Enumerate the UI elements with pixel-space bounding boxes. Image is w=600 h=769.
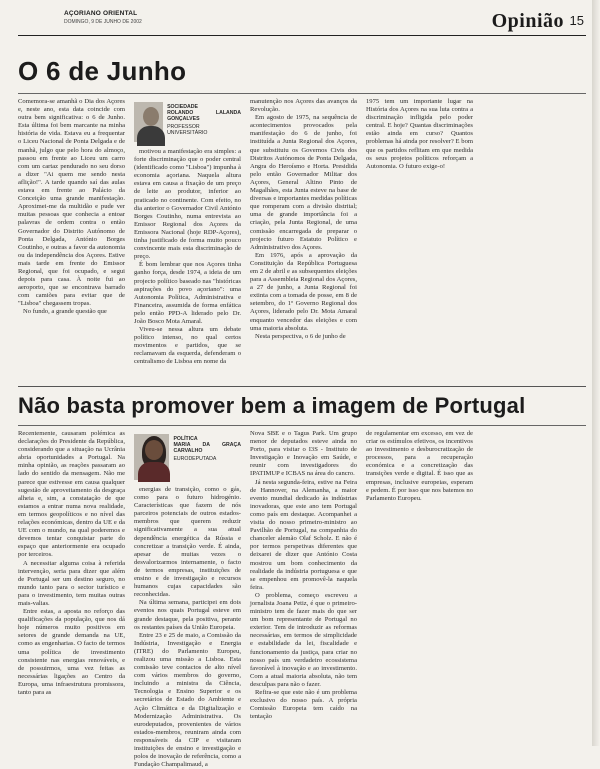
author-section: SOCIEDADE [167, 104, 198, 110]
article-column-1 [18, 430, 125, 760]
article-column-3 [250, 430, 357, 760]
author-name: MARIA DA GRAÇA CARVALHO [173, 442, 241, 455]
divider [18, 425, 586, 426]
article-column-3 [250, 98, 357, 376]
paragraph: Em 1976, após a aprovação da Constituição da República Portuguesa em 2 de abril e as subsequentes eleições para a Assembleia Regional dos Açores, a 27 de junho, a Junta Regional foi extinta com a tomada de posse, em 8 de setembro, do 1º Governo Regional dos Açores, liderado pelo Dr. Mota Amaral enquanto vencedor das eleições e com uma maioria absoluta. [250, 251, 357, 332]
paragraph: Entre 23 e 25 de maio, a Comissão da Indústria, Investigação e Energia (ITRE) do Parlamento Europeu, realizou uma missão a Lisboa. Esta comissão teve contactos de alto nível com vários membros do governo, incluindo a ministra da Ciência, Tecnologia e Ensino Superior e os secretários de Estado do Ambiente e Ação Climática e da Digitalização e Modernização Administrativa. Os eurodeputados, provenientes de vários estados-membros, reuniram ainda com responsáveis da CIP e visitaram instituições de ensino e investigação e polos de inovação de referência, como a Fundação Champalimaud, a [134, 631, 241, 769]
author-byline [134, 434, 241, 480]
paragraph: Recentemente, causaram polémica as declarações do Presidente da República, considerando que a situação na Ucrânia abria oportunidades a Portugal. Na minha opinião, as reações passaram ao lado do sentido da mensagem. Não me parece que estivesse em causa qualquer sugestão de aproveitamento da desgraça alheia e, sim, a constatação de que estamos a entrar numa nova realidade, em termos geopolíticos e no nível das relações económicas, dentro da UE e da UE com o mundo, na qual poderemos e devemos tentar conquistar parte do espaço que anteriormente era ocupado por terceiros. [18, 430, 125, 559]
page-header [18, 8, 586, 36]
page-number: 15 [569, 13, 584, 28]
article-title: O 6 de Junho [18, 56, 187, 86]
paragraph: Nova SBE e o Tagus Park. Um grupo menor de deputados esteve ainda no Porto, para visitar o I3S - Instituto de Investigação e Inovação em Saúde, e reunir com investigadores do IPATIMUP e ICBAS na área do cancro. [250, 430, 357, 478]
newspaper-name: AÇORIANO ORIENTAL [64, 10, 138, 17]
paragraph: No fundo, a grande questão que [23, 308, 107, 316]
paragraph: Nesta perspectiva, o 6 de junho de [255, 332, 346, 340]
paragraph: motivou a manifestação era simples: a forte discriminação que o poder central (identificado como "Lisboa") impunha à economia açoriana. Naquela altura estava em causa a fixação de um preço de leite ao produtor, inferior ao praticado no continente. Com efeito, no dia anterior o Governador Civil António Borges Coutinho, numa entrevista ao Emissor Regional dos Açores da Emissora Nacional (hoje RDP-Açores), tinha justificado de forma muito pouco convincente mais esta discriminação de preço. [134, 148, 241, 261]
paragraph: A necessitar alguma coisa à referida intervenção, seria para dizer que além de Portugal ser um destino seguro, no mundo tanto para o sector turístico e para o investimento, tem muitas outras mais-valias. [18, 559, 125, 607]
article-6-de-junho [18, 56, 586, 376]
author-role: EURODEPUTADA [173, 455, 217, 462]
paragraph: Entre estas, a aposta no reforço das qualificações da população, que nos dá hoje números muito positivos em setores de grande demanda na UE, como as engenharias. O facto de termos uma política de investimento consistente nas energias renováveis, e de possuirmos, uma vez feitas as necessárias ligações ao Centro da Europa, uma infraestrutura promissora, tanto para as [18, 608, 125, 696]
author-byline [134, 102, 241, 142]
author-info [167, 102, 241, 142]
article-columns [18, 98, 586, 376]
paragraph: Já nesta segunda-feira, estive na Feira de Hannover, na Alemanha, a maior evento mundial dedicado às indústrias inovadoras, que este ano tem Portugal como país em destaque. Acompanhei a visita do nosso primeiro-ministro ao Pavilhão de Portugal, na companhia do chanceler alemão Olaf Scholz. E não é por termos perspetivas diferentes que deixarei de dizer que António Costa mostrou um bom conhecimento da realidade da indústria portuguesa e que se empenhou em promovê-la naquela feira. [250, 478, 357, 591]
paragraph: manutenção nos Açores das avanços da Revolução. [250, 98, 357, 114]
author-info [173, 434, 241, 480]
article-column-4 [366, 430, 473, 760]
paragraph: Comemora-se amanhã o Dia dos Açores e, neste ano, esta data coincide com outra bem significativa: o 6 de Junho. Esta última foi bem marcante na minha história de vida. Estava eu a frequentar o Liceu Nacional de Ponta Delgada e de manhã, julgo que pelo hora do almoço, passou em frente ao Liceu um carro com um cartaz pendurado no seu dorso a dizer "Ai quem me sendo nesta aflição!". A tarde quando saí das aulas estava em frente ao Palácio da Conceição uma grande manifestação. Aproximei-me da multidão e pude ver muitas pessoas que conhecia a entoar palavras de ordem contra o então Governador do Distrito Autónomo de Ponta Delgada, António Borges Coutinho, e outras a favor da autonomia ou da independência dos Açores. Estive mais tarde em frente do Emissor Regional, que foi ocupado, e segui depois para casa. À noite fui ao aeroporto, que se encontrava barrado com camiões para evitar que de "Lisboa" chegassem tropas. [18, 98, 125, 308]
article-column-4 [366, 98, 473, 376]
paragraph: Viveu-se nessa altura um debate político intenso, no qual certos movimentos e partidos, que se reclamavam da esquerda, defenderam o centralismo de Lisboa em nome da [134, 326, 241, 366]
article-columns [18, 430, 586, 769]
author-section: POLÍTICA [173, 436, 198, 442]
article-column-1 [18, 98, 125, 376]
article-title: Não basta promover bem a imagem de Portugal [18, 386, 586, 419]
author-photo [134, 102, 163, 142]
issue-date: DOMINGO, 9 DE JUNHO DE 2002 [64, 19, 142, 25]
paragraph: de regulamentar em excesso, em vez de criar os estímulos efetivos, os incentivos ao investimento e desburocratização de processos, para a recuperação económica e a concretização das transições verde e digital. É isso que as empresas, inclusive europeias, esperam e pedem. É por isso que nos batemos no Parlamento Europeu. [366, 430, 473, 502]
paragraph: O problema, começo escreveu a jornalista Joana Petiz, é que o primeiro-ministro tem de fazer mais do que ser um bom representante de Portugal no exterior. Tem de introduzir as reformas necessárias, em termos de simplicidade e estabilidade da lei, fiscalidade e funcionamento da justiça, para criar no nosso país um verdadeiro ecossistema favorável à inovação e ao investimento. Com a atual maioria absoluta, não tem desculpas para não o fazer. [250, 591, 357, 688]
paragraph: Em agosto de 1975, na sequência de acontecimentos provocados pela manifestação do 6 de junho, foi instituída a Junta Regional dos Açores, que substituiu os Governos Civis dos Distritos Autónomos de Ponta Delgada, Angra do Heroísmo e Horta. Presidida pelo então Governador Militar dos Açores, General Altino Pinto de Magalhães, esta Junta esteve na base de diversas e importantes medidas políticas que romperam com a divisão distrital; uma de grande importância foi a criação, pela Junta Regional, de uma comissão encarregada de preparar o projecto futuro Estatuto Político e Administrativo dos Açores. [250, 114, 357, 251]
divider [18, 93, 586, 94]
article-column-2 [134, 430, 241, 769]
section-title: Opinião [491, 10, 564, 32]
article-column-2 [134, 98, 241, 376]
author-role: PROFESSOR UNIVERSITÁRIO [167, 123, 208, 136]
article-imagem-portugal [18, 386, 586, 769]
paragraph: 1975 tem um importante lugar na História dos Açores na sua luta contra a discriminação infligida pelo poder central. E hoje? Quantas discriminações estão ainda em curso? Quantos problemas há ainda por resolver? E bom que os partidos reflitam em que medida os seus projetos políticos reforçam a Autonomia. O futuro exige-o! [366, 98, 473, 170]
paragraph: Refira-se que este não é um problema exclusivo do nosso país. A própria Comissão Europeia tem caído na tentação [250, 689, 357, 721]
author-photo [134, 434, 169, 480]
author-name: ROLANDO LALANDA GONÇALVES [167, 110, 241, 123]
paragraph: Na última semana, participei em dois eventos nos quais Portugal esteve em grande destaque, pela positiva, perante os restantes países da União Europeia. [134, 599, 241, 631]
scan-edge [592, 0, 600, 746]
paragraph: É bom lembrar que nos Açores tinha ganho força, desde 1974, a ideia de um projecto político baseado nas "históricas aspirações do povo açoriano": uma Autonomia Política, Administrativa e Financeira, assumida de forma enfática pelo então PPD-A liderado pelo Dr. João Bosco Mota Amaral. [134, 261, 241, 325]
paragraph: energias de transição, como o gás, como para o futuro hidrogénio. Características que fazem de nós parceiros potenciais de outros estados-membros que querem reduzir significativamente a sua atual dependência energética da Rússia e concretizar a transição verde. É ainda, apesar de muitas vezes o desvalorizarmos internamente, o facto de termos empresas, instituições de ensino e de investigação e recursos humanos cujas capacidades são reconhecidas. [134, 486, 241, 599]
